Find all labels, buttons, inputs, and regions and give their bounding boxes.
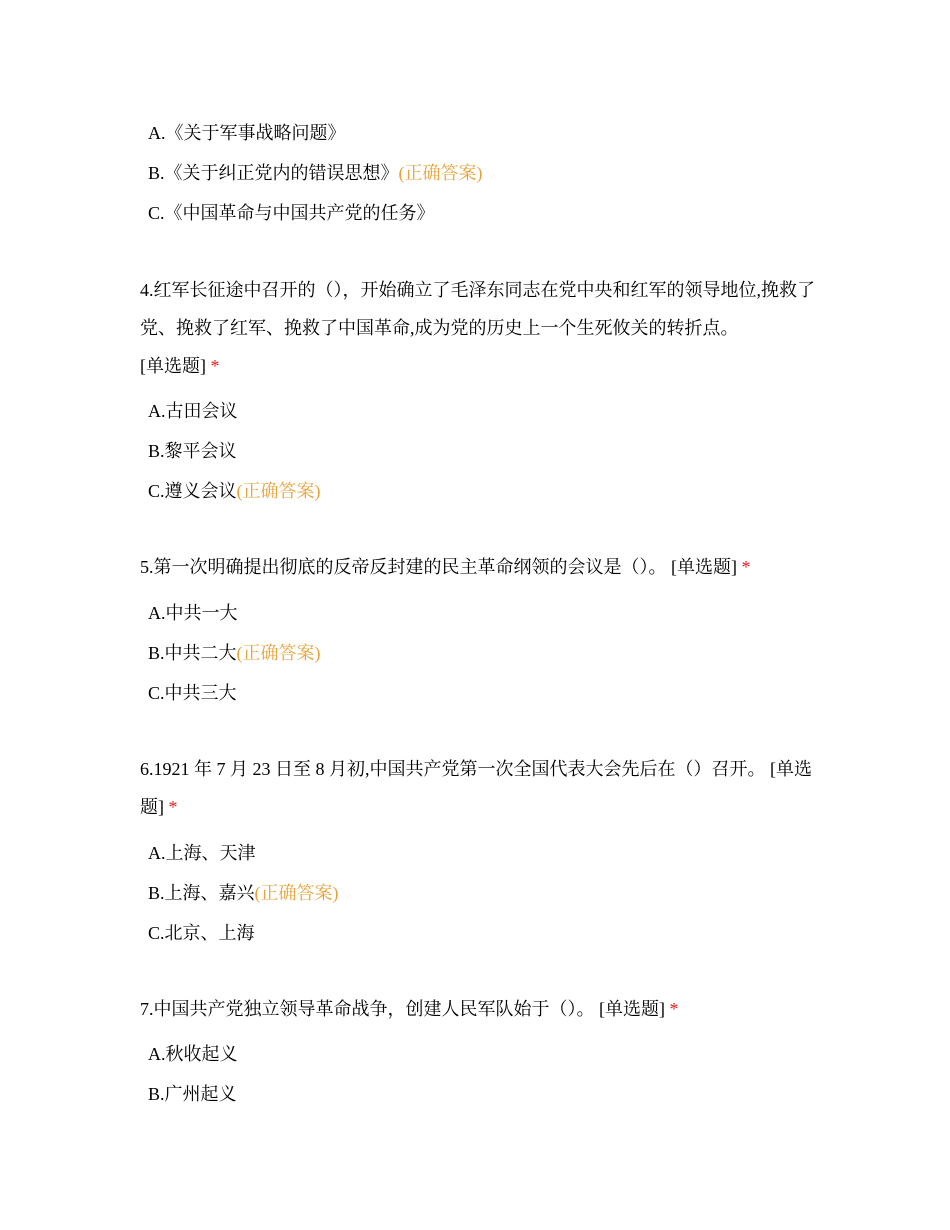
required-mark: * [669, 999, 679, 1019]
option-label: C. [148, 683, 165, 703]
option-text: 上海、嘉兴 [164, 883, 255, 903]
correct-answer-mark: (正确答案) [398, 163, 483, 183]
option-text: 广州起义 [164, 1084, 237, 1104]
q5-option-a [148, 593, 321, 633]
option-label: A. [148, 1044, 166, 1064]
question-type: [单选题] [671, 557, 737, 577]
q3-option-c [148, 193, 483, 233]
q4-option-c [148, 471, 321, 511]
option-text: 遵义会议 [164, 481, 237, 501]
q6-option-a [148, 833, 339, 873]
q5-option-c [148, 673, 321, 713]
question-5 [140, 548, 820, 586]
option-label: B. [148, 163, 165, 183]
q5-option-b [148, 633, 321, 673]
q7-option-a [148, 1034, 238, 1074]
option-text: 《关于纠正党内的错误思想》 [164, 163, 399, 183]
question-7 [140, 990, 820, 1028]
option-text: 《关于军事战略问题》 [165, 123, 346, 143]
option-label: A. [148, 123, 166, 143]
option-label: A. [148, 401, 166, 421]
question-type: [单选题] [599, 999, 665, 1019]
option-label: C. [148, 481, 165, 501]
option-text: 中共二大 [164, 643, 237, 663]
option-text: 《中国革命与中国共产党的任务》 [164, 203, 435, 223]
q7-options [148, 1034, 238, 1114]
q7-option-b [148, 1074, 238, 1114]
required-mark: * [210, 356, 220, 376]
option-text: 上海、天津 [165, 843, 256, 863]
option-text: 秋收起义 [165, 1044, 238, 1064]
option-label: C. [148, 203, 165, 223]
option-text: 黎平会议 [164, 441, 237, 461]
option-label: C. [148, 923, 165, 943]
q5-options [148, 593, 321, 713]
correct-answer-mark: (正确答案) [236, 481, 321, 501]
required-mark: * [168, 797, 178, 817]
question-text: 5.第一次明确提出彻底的反帝反封建的民主革命纲领的会议是（）。 [140, 557, 667, 577]
question-text: 4.红军长征途中召开的（），开始确立了毛泽东同志在党中央和红军的领导地位,挽救了党、挽救了红军、挽救了中国革命,成为党的历史上一个生死攸关的转折点。 [140, 280, 815, 338]
q6-options [148, 833, 339, 953]
option-label: B. [148, 1084, 165, 1104]
required-mark: * [741, 557, 751, 577]
question-text: 6.1921 年 7 月 23 日至 8 月初,中国共产党第一次全国代表大会先后在（）召开。 [140, 759, 766, 779]
q6-option-c [148, 913, 339, 953]
option-label: B. [148, 441, 165, 461]
option-text: 中共三大 [164, 683, 237, 703]
option-label: A. [148, 843, 166, 863]
question-4 [140, 271, 820, 385]
question-type: [单选题] [140, 356, 206, 376]
q4-option-b [148, 431, 321, 471]
option-label: A. [148, 603, 166, 623]
question-type: [单选题] [140, 759, 812, 817]
q6-option-b [148, 873, 339, 913]
q3-options [148, 113, 483, 233]
option-text: 中共一大 [165, 603, 238, 623]
q4-options [148, 391, 321, 511]
option-text: 北京、上海 [164, 923, 255, 943]
correct-answer-mark: (正确答案) [254, 883, 339, 903]
option-label: B. [148, 643, 165, 663]
option-label: B. [148, 883, 165, 903]
q3-option-b [148, 153, 483, 193]
question-text: 7.中国共产党独立领导革命战争，创建人民军队始于（）。 [140, 999, 595, 1019]
question-6 [140, 750, 820, 826]
q4-option-a [148, 391, 321, 431]
option-text: 古田会议 [165, 401, 238, 421]
q3-option-a [148, 113, 483, 153]
correct-answer-mark: (正确答案) [236, 643, 321, 663]
